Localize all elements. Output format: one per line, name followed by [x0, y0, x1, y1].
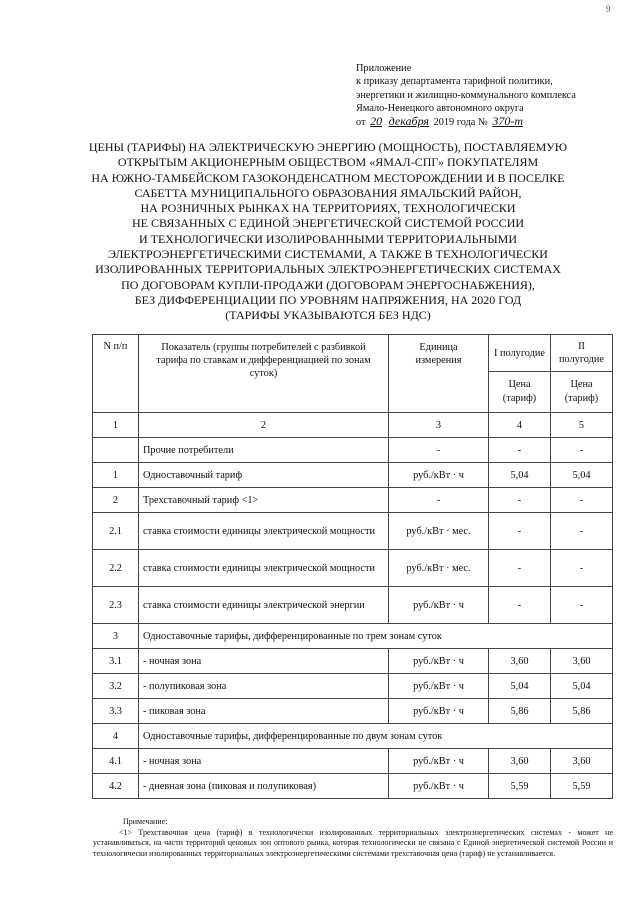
title-line: ИЗОЛИРОВАННЫХ ТЕРРИТОРИАЛЬНЫХ ЭЛЕКТРОЭНЕРГЕТИЧЕСКИХ СИСТЕМАХ [95, 262, 561, 277]
title-line: (ТАРИФЫ УКАЗЫВАЮТСЯ БЕЗ НДС) [225, 308, 431, 323]
col-number: 5 [551, 413, 613, 438]
row-value-half2: 3,60 [551, 749, 613, 774]
row-indicator: ставка стоимости единицы электрической мощности [139, 513, 389, 550]
handwritten-month: декабря [388, 114, 429, 129]
row-unit: руб./кВт · ч [389, 749, 489, 774]
row-unit: руб./кВт · ч [389, 649, 489, 674]
row-unit: руб./кВт · ч [389, 463, 489, 488]
table-row [93, 488, 613, 513]
header-half1: I полугодие [489, 335, 551, 372]
row-value-half2: - [551, 438, 613, 463]
header-price1: Цена (тариф) [489, 372, 551, 413]
section-title: Одноставочные тарифы, дифференцированные по трем зонам суток [139, 624, 613, 649]
row-number [93, 438, 139, 463]
header-num: N п/п [93, 335, 139, 413]
row-value-half2: - [551, 513, 613, 550]
row-value-half1: 3,60 [489, 649, 551, 674]
column-number-row [93, 413, 613, 438]
row-indicator: Трехставочный тариф <1> [139, 488, 389, 513]
table-row [93, 774, 613, 799]
row-indicator: - дневная зона (пиковая и полупиковая) [139, 774, 389, 799]
row-number: 4 [93, 724, 139, 749]
notes-text: <1> Трехставочная цена (тариф) в технологически изолированных территориальных электроэнергетических системах - может не устанавливаться, на части территорий ценовых зон оптового рынка, которая технологически не связана с Единой энергетической системой России и технологически изолированных территориальных электроэнергетическими системами трехставочная цена (тариф) не устанавливается. [93, 827, 613, 858]
row-indicator: Одноставочный тариф [139, 463, 389, 488]
row-unit: руб./кВт · мес. [389, 550, 489, 587]
date-year: 2019 года № [433, 117, 488, 129]
col-number: 1 [93, 413, 139, 438]
row-value-half1: 5,04 [489, 674, 551, 699]
table-header-row [93, 335, 613, 372]
appendix-line: Ямало-Ненецкого автономного округа [356, 102, 524, 114]
title-line: ЭЛЕКТРОЭНЕРГЕТИЧЕСКИМИ СИСТЕМАМИ, А ТАКЖЕ В ТЕХНОЛОГИЧЕСКИ [108, 247, 548, 262]
table-row [93, 699, 613, 724]
row-value-half2: 5,86 [551, 699, 613, 724]
row-unit: - [389, 438, 489, 463]
header-indicator: Показатель (группы потребителей с разбивкой тарифа по ставкам и дифференциацией по зонам суток) [139, 335, 389, 413]
row-indicator: - полупиковая зона [139, 674, 389, 699]
row-number: 3.3 [93, 699, 139, 724]
row-value-half1: 3,60 [489, 749, 551, 774]
section-title: Одноставочные тарифы, дифференцированные по двум зонам суток [139, 724, 613, 749]
row-indicator: - ночная зона [139, 649, 389, 674]
row-number: 3 [93, 624, 139, 649]
appendix-date-line [356, 115, 631, 129]
header-price2: Цена (тариф) [551, 372, 613, 413]
table-row [93, 624, 613, 649]
row-value-half2: 5,04 [551, 674, 613, 699]
title-line: ОТКРЫТЫМ АКЦИОНЕРНЫМ ОБЩЕСТВОМ «ЯМАЛ-СПГ» ПОКУПАТЕЛЯМ [117, 155, 539, 170]
appendix-line: к приказу департамента тарифной политики, [356, 76, 553, 88]
document-title [40, 140, 616, 324]
row-number: 1 [93, 463, 139, 488]
table-row [93, 463, 613, 488]
row-value-half1: - [489, 587, 551, 624]
row-indicator: ставка стоимости единицы электрической энергии [139, 587, 389, 624]
table-row [93, 724, 613, 749]
title-line: И ТЕХНОЛОГИЧЕСКИ ИЗОЛИРОВАННЫМИ ТЕРРИТОРИАЛЬНЫМИ [138, 231, 518, 246]
table-row [93, 649, 613, 674]
row-value-half2: 3,60 [551, 649, 613, 674]
appendix-line: Приложение [356, 63, 412, 74]
table-row [93, 674, 613, 699]
row-value-half1: - [489, 438, 551, 463]
title-line: САБЕТТА МУНИЦИПАЛЬНОГО ОБРАЗОВАНИЯ ЯМАЛЬСКИЙ РАЙОН, [134, 185, 522, 200]
notes-block [93, 817, 613, 859]
row-unit: руб./кВт · ч [389, 587, 489, 624]
col-number: 3 [389, 413, 489, 438]
page-number: 9 [606, 4, 611, 14]
notes-heading: Примечание: [123, 817, 168, 826]
row-value-half1: - [489, 488, 551, 513]
table-row [93, 438, 613, 463]
row-value-half1: - [489, 550, 551, 587]
row-unit: руб./кВт · ч [389, 774, 489, 799]
row-unit: руб./кВт · ч [389, 699, 489, 724]
row-number: 3.1 [93, 649, 139, 674]
col-number: 4 [489, 413, 551, 438]
row-indicator: - ночная зона [139, 749, 389, 774]
handwritten-order-number: 370-т [492, 114, 524, 129]
row-value-half2: 5,04 [551, 463, 613, 488]
date-prefix: от [356, 117, 366, 129]
header-unit: Единица измерения [389, 335, 489, 413]
appendix-line: энергетики и жилищно-коммунального комплекса [356, 89, 576, 101]
title-line: БЕЗ ДИФФЕРЕНЦИАЦИИ ПО УРОВНЯМ НАПРЯЖЕНИЯ, НА 2020 ГОД [134, 292, 522, 307]
row-value-half1: 5,86 [489, 699, 551, 724]
row-unit: - [389, 488, 489, 513]
row-unit: руб./кВт · мес. [389, 513, 489, 550]
row-number: 3.2 [93, 674, 139, 699]
handwritten-day: 20 [370, 114, 383, 129]
row-value-half1: 5,04 [489, 463, 551, 488]
title-line: НА РОЗНИЧНЫХ РЫНКАХ НА ТЕРРИТОРИЯХ, ТЕХНОЛОГИЧЕСКИ [140, 201, 516, 216]
row-value-half2: - [551, 488, 613, 513]
row-unit: руб./кВт · ч [389, 674, 489, 699]
table-row [93, 587, 613, 624]
title-line: ЦЕНЫ (ТАРИФЫ) НА ЭЛЕКТРИЧЕСКУЮ ЭНЕРГИЮ (МОЩНОСТЬ), ПОСТАВЛЯЕМУЮ [88, 140, 568, 154]
header-half2: II полугодие [551, 335, 613, 372]
row-number: 2 [93, 488, 139, 513]
title-line: НА ЮЖНО-ТАМБЕЙСКОМ ГАЗОКОНДЕНСАТНОМ МЕСТОРОЖДЕНИИ И В ПОСЕЛКЕ [91, 170, 565, 185]
row-value-half2: - [551, 550, 613, 587]
row-indicator: Прочие потребители [139, 438, 389, 463]
title-line: НЕ СВЯЗАННЫХ С ЕДИНОЙ ЭНЕРГЕТИЧЕСКОЙ СИСТЕМОЙ РОССИИ [131, 216, 525, 231]
table-row [93, 550, 613, 587]
title-line: ПО ДОГОВОРАМ КУПЛИ-ПРОДАЖИ (ДОГОВОРАМ ЭНЕРГОСНАБЖЕНИЯ), [121, 277, 535, 292]
row-number: 4.2 [93, 774, 139, 799]
row-value-half2: 5,59 [551, 774, 613, 799]
row-indicator: ставка стоимости единицы электрической мощности [139, 550, 389, 587]
row-number: 4.1 [93, 749, 139, 774]
table-row [93, 749, 613, 774]
table-row [93, 513, 613, 550]
row-number: 2.3 [93, 587, 139, 624]
tariff-table [92, 334, 613, 799]
appendix-block [356, 62, 631, 129]
col-number: 2 [139, 413, 389, 438]
row-value-half1: 5,59 [489, 774, 551, 799]
row-indicator: - пиковая зона [139, 699, 389, 724]
row-number: 2.2 [93, 550, 139, 587]
row-value-half1: - [489, 513, 551, 550]
row-number: 2.1 [93, 513, 139, 550]
row-value-half2: - [551, 587, 613, 624]
